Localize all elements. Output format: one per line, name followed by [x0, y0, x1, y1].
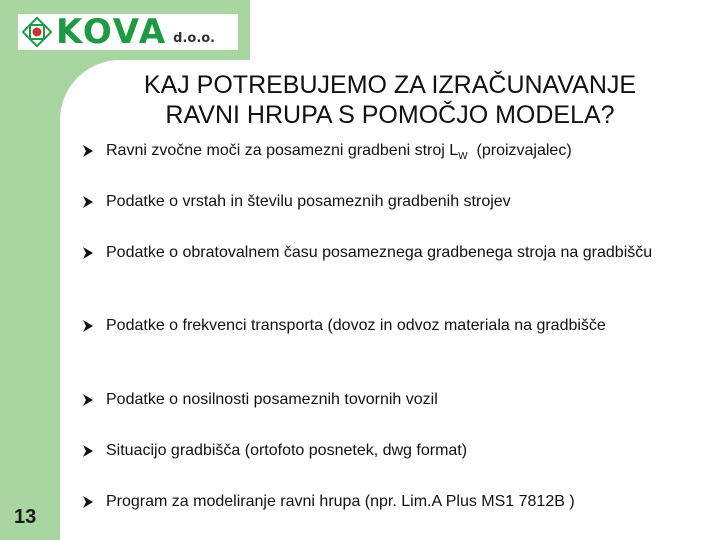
title-line-1: KAJ POTREBUJEMO ZA IZRAČUNAVANJE	[143, 71, 637, 99]
arrow-bullet-icon	[82, 319, 94, 333]
bullet-subscript: W	[458, 151, 468, 163]
bullet-text: Podatke o frekvenci transporta (dovoz in odvoz materiala na gradbišče	[106, 317, 606, 334]
bullet-text: Program za modeliranje ravni hrupa (npr. Lim.A Plus MS1 7812B )	[106, 493, 575, 510]
bullet-item	[80, 440, 706, 462]
title-line-2: RAVNI HRUPA S POMOČJO MODELA?	[165, 101, 615, 129]
bullet-item	[80, 191, 706, 213]
bullet-text: Ravni zvočne moči za posamezni gradbeni stroj L	[106, 142, 459, 159]
bullet-item	[80, 315, 706, 337]
arrow-bullet-icon	[82, 495, 94, 509]
kova-emblem-icon	[22, 17, 52, 47]
left-green-band	[0, 60, 60, 540]
arrow-bullet-icon	[82, 393, 94, 407]
bullet-text: Podatke o obratovalnem času posameznega gradbenega stroja na gradbišču	[106, 244, 653, 261]
bullet-item	[80, 140, 706, 168]
logo-wordmark: KOVA	[56, 12, 168, 52]
arrow-bullet-icon	[82, 246, 94, 260]
slide-number: 13	[14, 506, 37, 528]
arrow-bullet-icon	[82, 195, 94, 209]
bullet-text: Situacijo gradbišča (ortofoto posnetek, dwg format)	[106, 442, 468, 459]
arrow-bullet-icon	[82, 444, 94, 458]
bullet-text: Podatke o nosilnosti posameznih tovornih vozil	[106, 391, 438, 408]
logo-suffix: d.o.o.	[173, 30, 216, 46]
bullet-text: Podatke o vrstah in številu posameznih gradbenih strojev	[106, 193, 511, 210]
bullet-item	[80, 242, 706, 264]
bullet-item	[80, 491, 706, 513]
company-logo	[18, 14, 238, 50]
arrow-bullet-icon	[82, 144, 94, 158]
bullet-tail: (proizvajalec)	[467, 142, 572, 159]
slide-title	[80, 70, 700, 130]
bullet-item	[80, 389, 706, 411]
